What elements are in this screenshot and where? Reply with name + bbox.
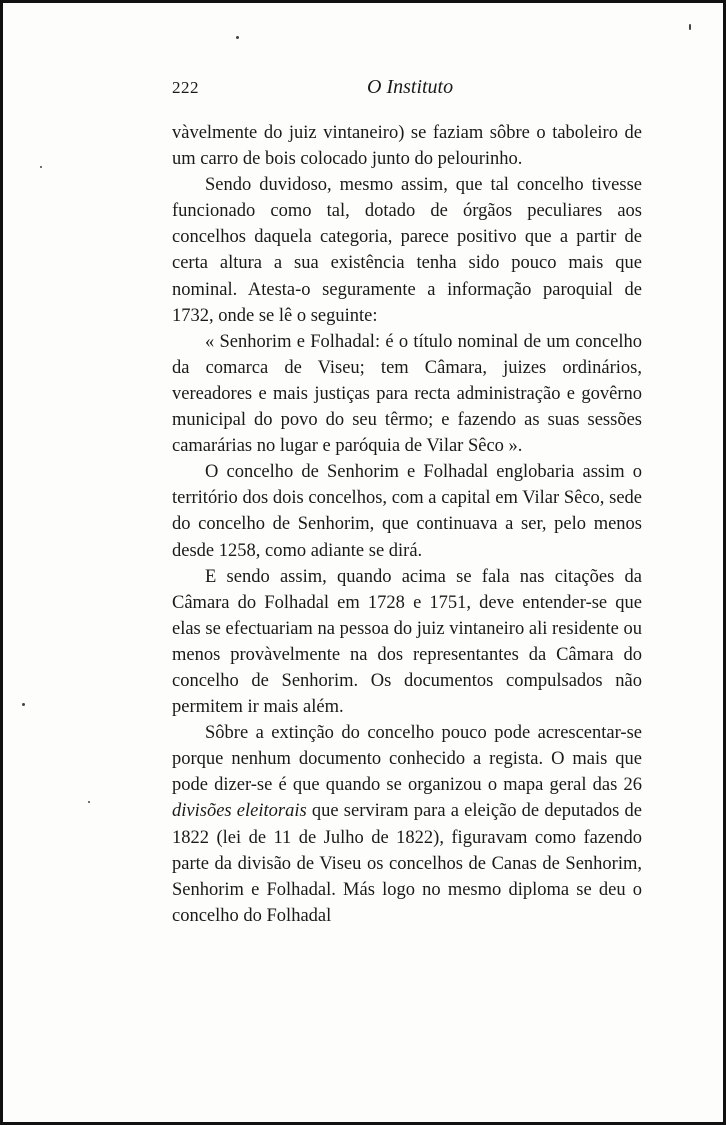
scan-speck (22, 703, 25, 706)
paragraph: O concelho de Senhorim e Folhadal englobaria assim o território dos dois concelhos, com a capital em Vilar Sêco, sede do concelho de Senhorim, que continuava a ser, pelo menos desde 1258, como adiante se dirá. (172, 462, 642, 561)
scan-speck (88, 801, 90, 803)
scan-speck (689, 24, 691, 30)
quoted-paragraph: « Senhorim e Folhadal: é o título nominal de um concelho da comarca de Viseu; tem Câmara, juizes ordinários, vereadores e mais justiças para recta administração e govêrno municipal do povo do seu têrmo; e fazendo as suas sessões camarárias no lugar e paróquia de Vilar Sêco ». (172, 331, 642, 457)
paragraph: Sendo duvidoso, mesmo assim, que tal concelho tivesse funcionado como tal, dotado de órgãos peculiares aos concelhos daquela categoria, parece positivo que a partir de certa altura a sua existência tenha sido pouco mais que nominal. Atesta-o seguramente a informação paroquial de 1732, onde se lê o seguinte: (172, 175, 642, 326)
italic-term: divisões eleitorais (172, 801, 307, 822)
page-body (172, 120, 642, 929)
paragraph: E sendo assim, quando acima se fala nas citações da Câmara do Folhadal em 1728 e 1751, deve entender-se que elas se efectuariam na pessoa do juiz vintaneiro ali residente ou menos provàvelmente na dos representantes da Câmara do concelho de Senhorim. Os documentos compulsados não permitem ir mais além. (172, 566, 642, 718)
page-number: 222 (172, 78, 199, 97)
page-header (172, 76, 642, 106)
running-title: O Instituto (367, 76, 454, 98)
paragraph (172, 720, 642, 929)
paragraph-text: que serviram para a eleição de deputados de 1822 (lei de 11 de Julho de 1822), figuravam como fazendo parte da divisão de Viseu os concelhos de Canas de Senhorim, Senhorim e Folhadal. Más logo no mesmo diploma se deu o concelho do Folhadal (172, 801, 643, 926)
paragraph-text: Sôbre a extinção do concelho pouco pode acrescentar-se porque nenhum documento conhecido a regista. O mais que pode dizer-se é que quando se organizou o mapa geral das 26 (172, 723, 642, 796)
paragraph-continuation: vàvelmente do juiz vintaneiro) se faziam sôbre o taboleiro de um carro de bois colocado junto do pelourinho. (172, 123, 642, 170)
scan-speck (236, 36, 239, 39)
scan-speck (40, 166, 42, 168)
